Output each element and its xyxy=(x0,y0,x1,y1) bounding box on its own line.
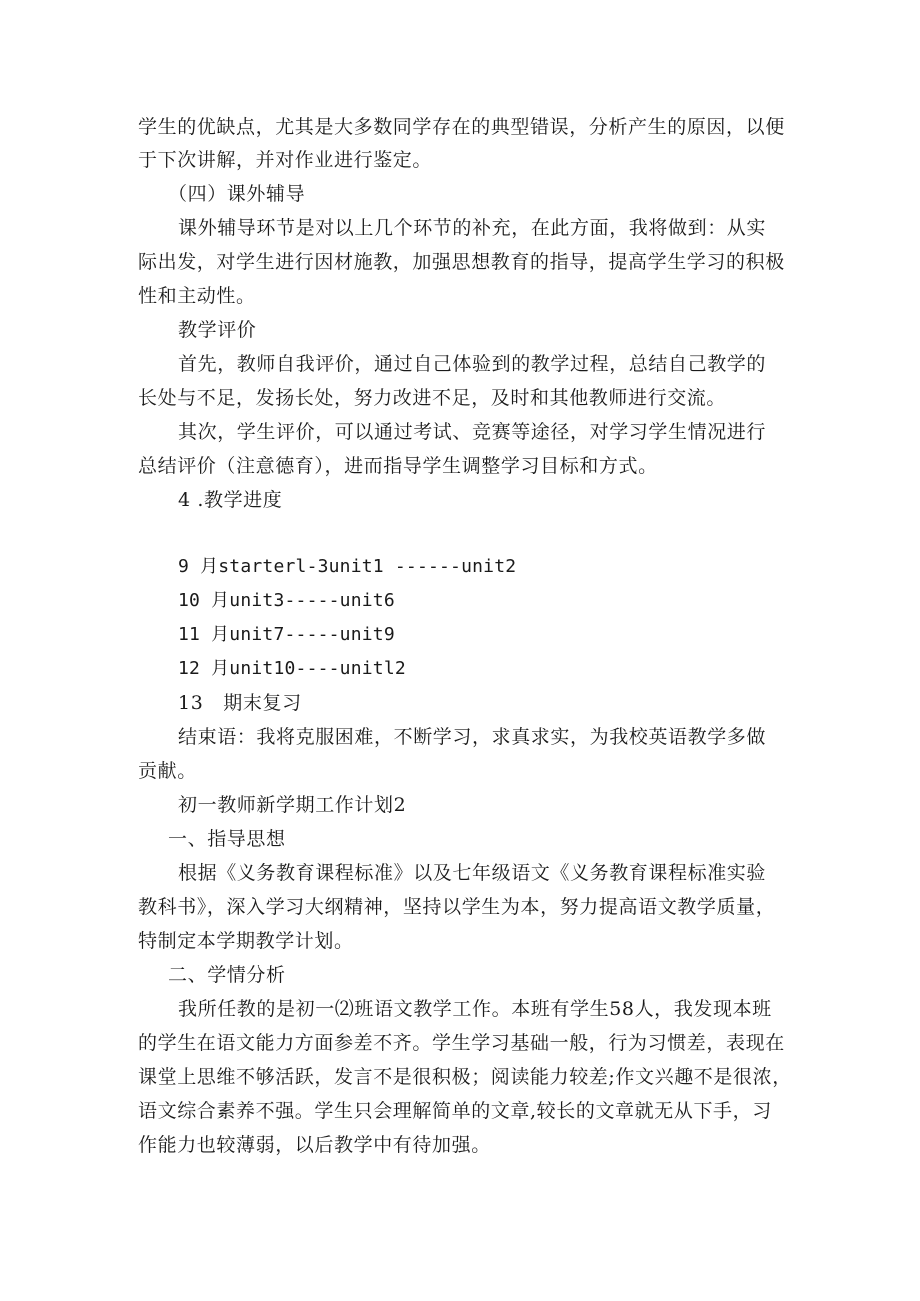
paragraph-line: 作能力也较薄弱，以后教学中有待加强。 xyxy=(138,1134,491,1156)
paragraph-line: 性和主动性。 xyxy=(138,285,256,307)
section-heading: 4 .教学进度 xyxy=(178,489,283,511)
schedule-item: 11 月unit7-----unit9 xyxy=(178,624,395,645)
paragraph-line: 根据《义务教育课程标准》以及七年级语文《义务教育课程标准实验 xyxy=(178,862,767,884)
section-heading: 教学评价 xyxy=(178,319,257,341)
section-heading: （四）课外辅导 xyxy=(168,183,306,205)
paragraph-line: 于下次讲解，并对作业进行鉴定。 xyxy=(138,149,433,171)
paragraph-line: 首先，教师自我评价，通过自己体验到的教学过程，总结自己教学的 xyxy=(178,353,767,375)
schedule-item: 13 期末复习 xyxy=(178,692,302,714)
schedule-item: 9 月starterl-3unit1 ------unit2 xyxy=(178,556,517,577)
paragraph-line: 际出发，对学生进行因材施教，加强思想教育的指导，提高学生学习的积极 xyxy=(138,251,785,273)
paragraph-line: 长处与不足，发扬长处，努力改进不足，及时和其他教师进行交流。 xyxy=(138,387,727,409)
paragraph-line: 结束语：我将克服困难，不断学习，求真求实，为我校英语教学多做 xyxy=(178,726,767,748)
schedule-item: 10 月unit3-----unit6 xyxy=(178,590,395,611)
paragraph-line: 课堂上思维不够活跃，发言不是很积极；阅读能力较差;作文兴趣不是很浓， xyxy=(138,1066,792,1088)
paragraph-line: 学生的优缺点，尤其是大多数同学存在的典型错误，分析产生的原因，以便 xyxy=(138,116,785,138)
section-heading: 二、学情分析 xyxy=(168,964,286,986)
schedule-item: 12 月unit10----unitl2 xyxy=(178,658,406,679)
paragraph-line: 其次，学生评价，可以通过考试、竞赛等途径，对学习学生情况进行 xyxy=(178,421,767,443)
paragraph-line: 教科书》，深入学习大纲精神，坚持以学生为本，努力提高语文教学质量， xyxy=(138,896,776,918)
paragraph-line: 特制定本学期教学计划。 xyxy=(138,930,354,952)
paragraph-line: 课外辅导环节是对以上几个环节的补充，在此方面，我将做到：从实 xyxy=(178,217,767,239)
paragraph-line: 总结评价（注意德育），进而指导学生调整学习目标和方式。 xyxy=(138,455,658,477)
paragraph-line: 语文综合素养不强。学生只会理解简单的文章,较长的文章就无从下手，习 xyxy=(138,1100,772,1122)
paragraph-line: 我所任教的是初一⑵班语文教学工作。本班有学生58人，我发现本班 xyxy=(178,998,772,1020)
document-title: 初一教师新学期工作计划2 xyxy=(178,794,407,816)
section-heading: 一、指导思想 xyxy=(168,828,286,850)
paragraph-line: 的学生在语文能力方面参差不齐。学生学习基础一般，行为习惯差，表现在 xyxy=(138,1032,785,1054)
paragraph-line: 贡献。 xyxy=(138,760,197,782)
